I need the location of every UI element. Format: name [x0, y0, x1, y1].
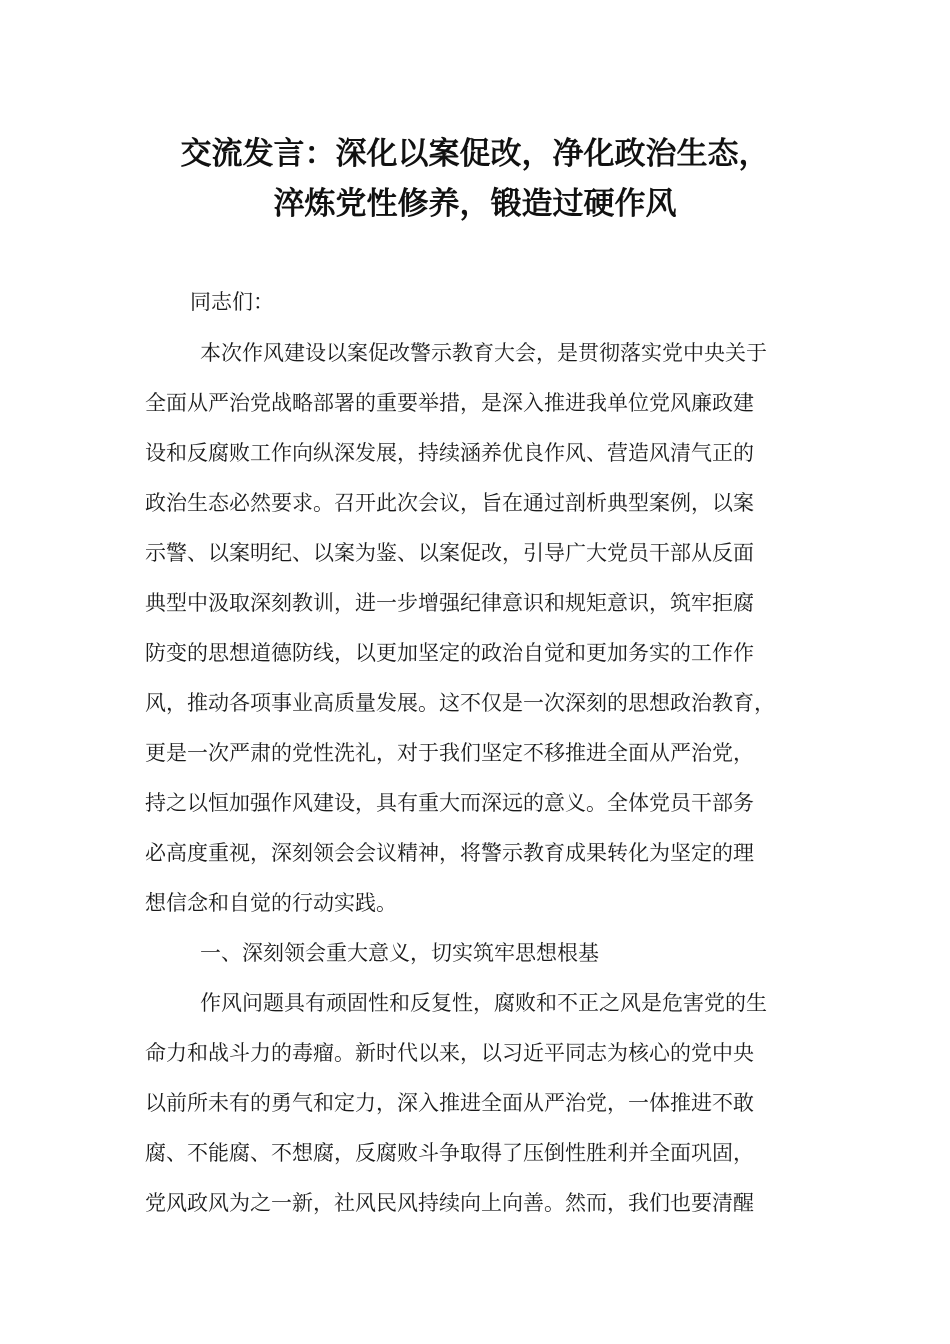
- document-title-line-1: 交流发言：深化以案促改，净化政治生态，: [180, 136, 770, 172]
- paragraph-line: 全面从严治党战略部署的重要举措，是深入推进我单位党风廉政建: [145, 391, 754, 415]
- paragraph-line: 设和反腐败工作向纵深发展，持续涵养优良作风、营造风清气正的: [145, 441, 754, 465]
- document-title-line-2: 淬炼党性修养，锻造过硬作风: [273, 186, 677, 222]
- paragraph-line: 典型中汲取深刻教训，进一步增强纪律意识和规矩意识，筑牢拒腐: [145, 591, 754, 615]
- paragraph-line: 作风问题具有顽固性和反复性，腐败和不正之风是危害党的生: [200, 991, 767, 1015]
- paragraph-line: 想信念和自觉的行动实践。: [145, 891, 397, 915]
- paragraph-line: 政治生态必然要求。召开此次会议，旨在通过剖析典型案例，以案: [145, 491, 754, 515]
- paragraph-line: 持之以恒加强作风建设，具有重大而深远的意义。全体党员干部务: [145, 791, 754, 815]
- paragraph-line: 更是一次严肃的党性洗礼，对于我们坚定不移推进全面从严治党，: [145, 741, 754, 765]
- greeting: 同志们：: [190, 290, 274, 314]
- section-heading: 一、深刻领会重大意义，切实筑牢思想根基: [200, 941, 599, 965]
- paragraph-line: 风，推动各项事业高质量发展。这不仅是一次深刻的思想政治教育，: [145, 691, 775, 715]
- paragraph-line: 示警、以案明纪、以案为鉴、以案促改，引导广大党员干部从反面: [145, 541, 754, 565]
- paragraph-line: 命力和战斗力的毒瘤。新时代以来，以习近平同志为核心的党中央: [145, 1041, 754, 1065]
- paragraph-line: 必高度重视，深刻领会会议精神，将警示教育成果转化为坚定的理: [145, 841, 754, 865]
- paragraph-line: 防变的思想道德防线，以更加坚定的政治自觉和更加务实的工作作: [145, 641, 754, 665]
- paragraph-line: 腐、不能腐、不想腐，反腐败斗争取得了压倒性胜利并全面巩固，: [145, 1141, 754, 1165]
- paragraph-line: 以前所未有的勇气和定力，深入推进全面从严治党，一体推进不敢: [145, 1091, 754, 1115]
- paragraph-line: 本次作风建设以案促改警示教育大会，是贯彻落实党中央关于: [200, 341, 767, 365]
- paragraph-line: 党风政风为之一新，社风民风持续向上向善。然而，我们也要清醒: [145, 1191, 754, 1215]
